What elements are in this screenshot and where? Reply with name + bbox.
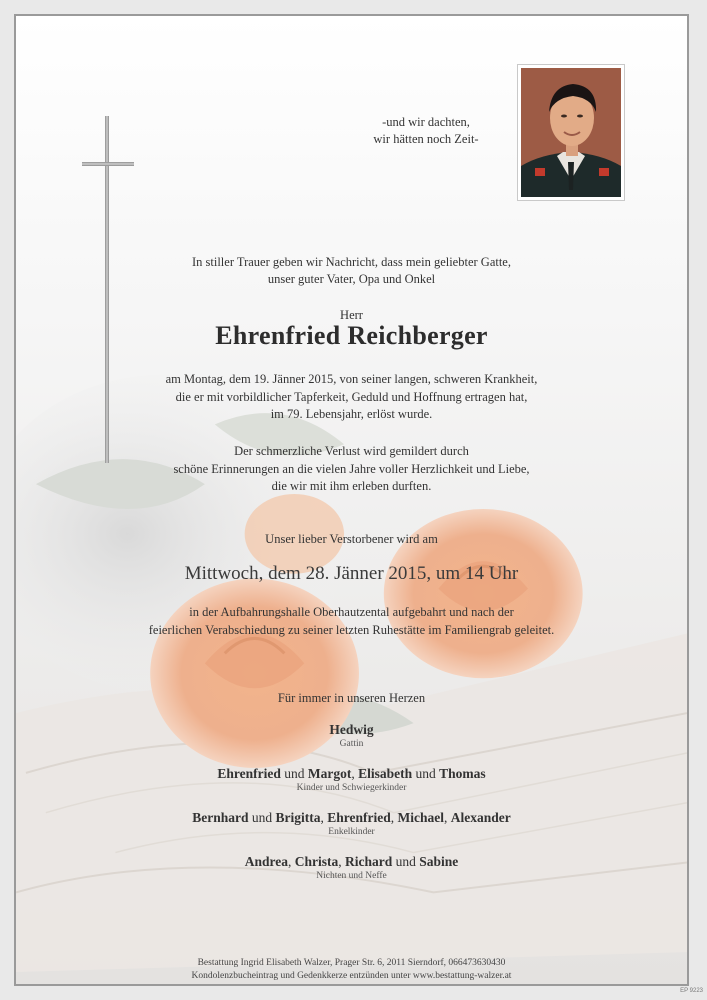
quote-text	[286, 114, 566, 148]
mourner-name: Richard	[344, 854, 393, 869]
place-text	[16, 604, 687, 639]
mourner-group-nieces-nephew	[16, 854, 687, 882]
comfort-text	[16, 443, 687, 496]
mourner-name: Margot	[307, 766, 352, 781]
honorific: Herr	[340, 308, 363, 322]
mourner-name: Hedwig	[329, 722, 374, 737]
death-line: im 79. Lebensjahr, erlöst wurde.	[270, 407, 433, 421]
mourner-name: Ehrenfried	[327, 810, 391, 825]
connector-text: ,	[320, 810, 328, 825]
mourner-group-grandchildren	[16, 810, 687, 838]
mourner-group-children	[16, 766, 687, 794]
comfort-line: schöne Erinnerungen an die vielen Jahre voller Herzlichkeit und Liebe,	[173, 461, 530, 476]
connector-text: und	[248, 810, 276, 825]
intro-line: unser guter Vater, Opa und Onkel	[267, 272, 436, 286]
intro-line: In stiller Trauer geben wir Nachricht, dass mein geliebter Gatte,	[191, 255, 511, 269]
mourner-name: Ehrenfried	[217, 766, 281, 781]
mourner-name: Brigitta	[275, 810, 321, 825]
quote-line: -und wir dachten,	[382, 115, 470, 129]
death-notice	[16, 371, 687, 424]
connector-text: und	[392, 854, 420, 869]
cross-icon-bar	[82, 162, 134, 166]
connector-text: und	[412, 766, 440, 781]
funeral-home-footer	[16, 957, 687, 982]
connector-text: und	[280, 766, 308, 781]
deceased-name: Ehrenfried Reichberger	[215, 321, 488, 350]
quote-line: wir hätten noch Zeit-	[373, 132, 479, 146]
template-code: EP 9223	[680, 988, 703, 994]
comfort-line: Der schmerzliche Verlust wird gemildert durch	[234, 444, 469, 458]
mourner-relation: Kinder und Schwiegerkinder	[296, 783, 407, 793]
mourner-name: Elisabeth	[358, 766, 413, 781]
death-line: die er mit vorbildlicher Tapferkeit, Geduld und Hoffnung ertragen hat,	[175, 389, 528, 404]
connector-text: ,	[444, 810, 451, 825]
connector-text: ,	[390, 810, 398, 825]
mourner-group-spouse	[16, 722, 687, 750]
mourner-name: Thomas	[439, 766, 486, 781]
mourner-relation: Gattin	[339, 739, 364, 749]
connector-text: ,	[338, 854, 345, 869]
intro-text	[16, 254, 687, 288]
mourner-name: Christa	[294, 854, 339, 869]
obituary-card	[14, 14, 689, 986]
mourner-name: Bernhard	[192, 810, 249, 825]
place-line: feierlichen Verabschiedung zu seiner letzten Ruhestätte im Familiengrab geleitet.	[148, 622, 555, 637]
mourner-name: Andrea	[244, 854, 288, 869]
mourner-relation: Enkelkinder	[328, 827, 375, 837]
comfort-line: die wir mit ihm erleben durften.	[271, 479, 432, 493]
announcement: Unser lieber Verstorbener wird am	[265, 532, 438, 546]
place-line: in der Aufbahrungshalle Oberhautzental aufgebahrt und nach der	[189, 605, 514, 619]
connector-text: ,	[287, 854, 295, 869]
mourner-name: Michael	[397, 810, 444, 825]
connector-text: ,	[351, 766, 359, 781]
footer-website-note: Kondolenzbucheintrag und Gedenkkerze entzünden unter www.bestattung-walzer.at	[191, 970, 512, 981]
death-line: am Montag, dem 19. Jänner 2015, von seiner langen, schweren Krankheit,	[165, 372, 538, 386]
mourner-name: Alexander	[450, 810, 511, 825]
forever-text: Für immer in unseren Herzen	[277, 691, 426, 705]
footer-address: Bestattung Ingrid Elisabeth Walzer, Prager Str. 6, 2011 Sierndorf, 06647363043​0	[197, 958, 506, 968]
funeral-date: Mittwoch, dem 28. Jänner 2015, um 14 Uhr	[184, 563, 519, 584]
mourner-relation: Nichten und Neffe	[316, 871, 387, 881]
mourner-name: Sabine	[419, 854, 459, 869]
